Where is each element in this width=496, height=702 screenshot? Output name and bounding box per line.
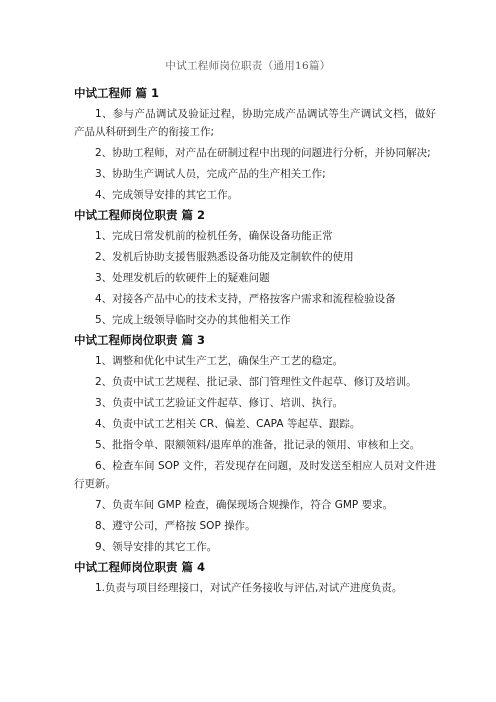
list-item: 4、负责中试工艺相关 CR、偏差、CAPA 等起草、跟踪。	[95, 418, 361, 430]
section-heading-1: 中试工程师 篇 1	[74, 86, 160, 100]
list-item: 4、完成领导安排的其它工作。	[95, 189, 239, 201]
list-item: 7、负责车间 GMP 检查，确保现场合规操作，符合 GMP 要求。	[95, 499, 394, 511]
list-item: 2、协助工程师，对产品在研制过程中出现的问题进行分析，并协同解决;	[95, 147, 431, 159]
list-item: 3、协助生产调试人员，完成产品的生产相关工作;	[95, 168, 326, 180]
section-heading-4: 中试工程师岗位职责 篇 4	[74, 560, 206, 574]
list-item: 9、领导安排的其它工作。	[95, 541, 218, 553]
list-item: 1.负责与项目经理接口，对试产任务接收与评估,对试产进度负责。	[95, 582, 403, 594]
list-item: 1、完成日常发机前的检机任务，确保设备功能正常	[95, 230, 333, 242]
list-item: 2、发机后协助支援售服熟悉设备功能及定制软件的使用	[95, 251, 354, 263]
list-item: 3、处理发机后的软硬件上的疑难问题	[95, 272, 270, 284]
list-item: 8、遵守公司，严格按 SOP 操作。	[95, 520, 256, 532]
list-item: 3、负责中试工艺验证文件起草、修订、培训、执行。	[95, 397, 344, 409]
list-item: 1、调整和优化中试生产工艺，确保生产工艺的稳定。	[95, 355, 344, 367]
section-heading-3: 中试工程师岗位职责 篇 3	[74, 333, 206, 347]
section-heading-2: 中试工程师岗位职责 篇 2	[74, 208, 206, 222]
document-body	[74, 82, 436, 597]
document-title: 中试工程师岗位职责（通用16篇）	[165, 60, 331, 72]
list-item: 5、批指令单、限额领料/退库单的准备，批记录的领用、审核和上交。	[95, 439, 421, 451]
list-item: 5、完成上级领导临时交办的其他相关工作	[95, 314, 291, 326]
list-item: 1、参与产品调试及验证过程，协助完成产品调试等生产调试文档，做好产品从科研到生产的衔接工作;	[74, 108, 436, 138]
list-item: 4、对接各产品中心的技术支持，严格按客户需求和流程检验设备	[95, 293, 396, 305]
list-item: 2、负责中试工艺规程、批记录、部门管理性文件起草、修订及培训。	[95, 376, 417, 388]
list-item: 6、检查车间 SOP 文件，若发现存在问题，及时发送至相应人员对文件进行更新。	[74, 460, 436, 490]
